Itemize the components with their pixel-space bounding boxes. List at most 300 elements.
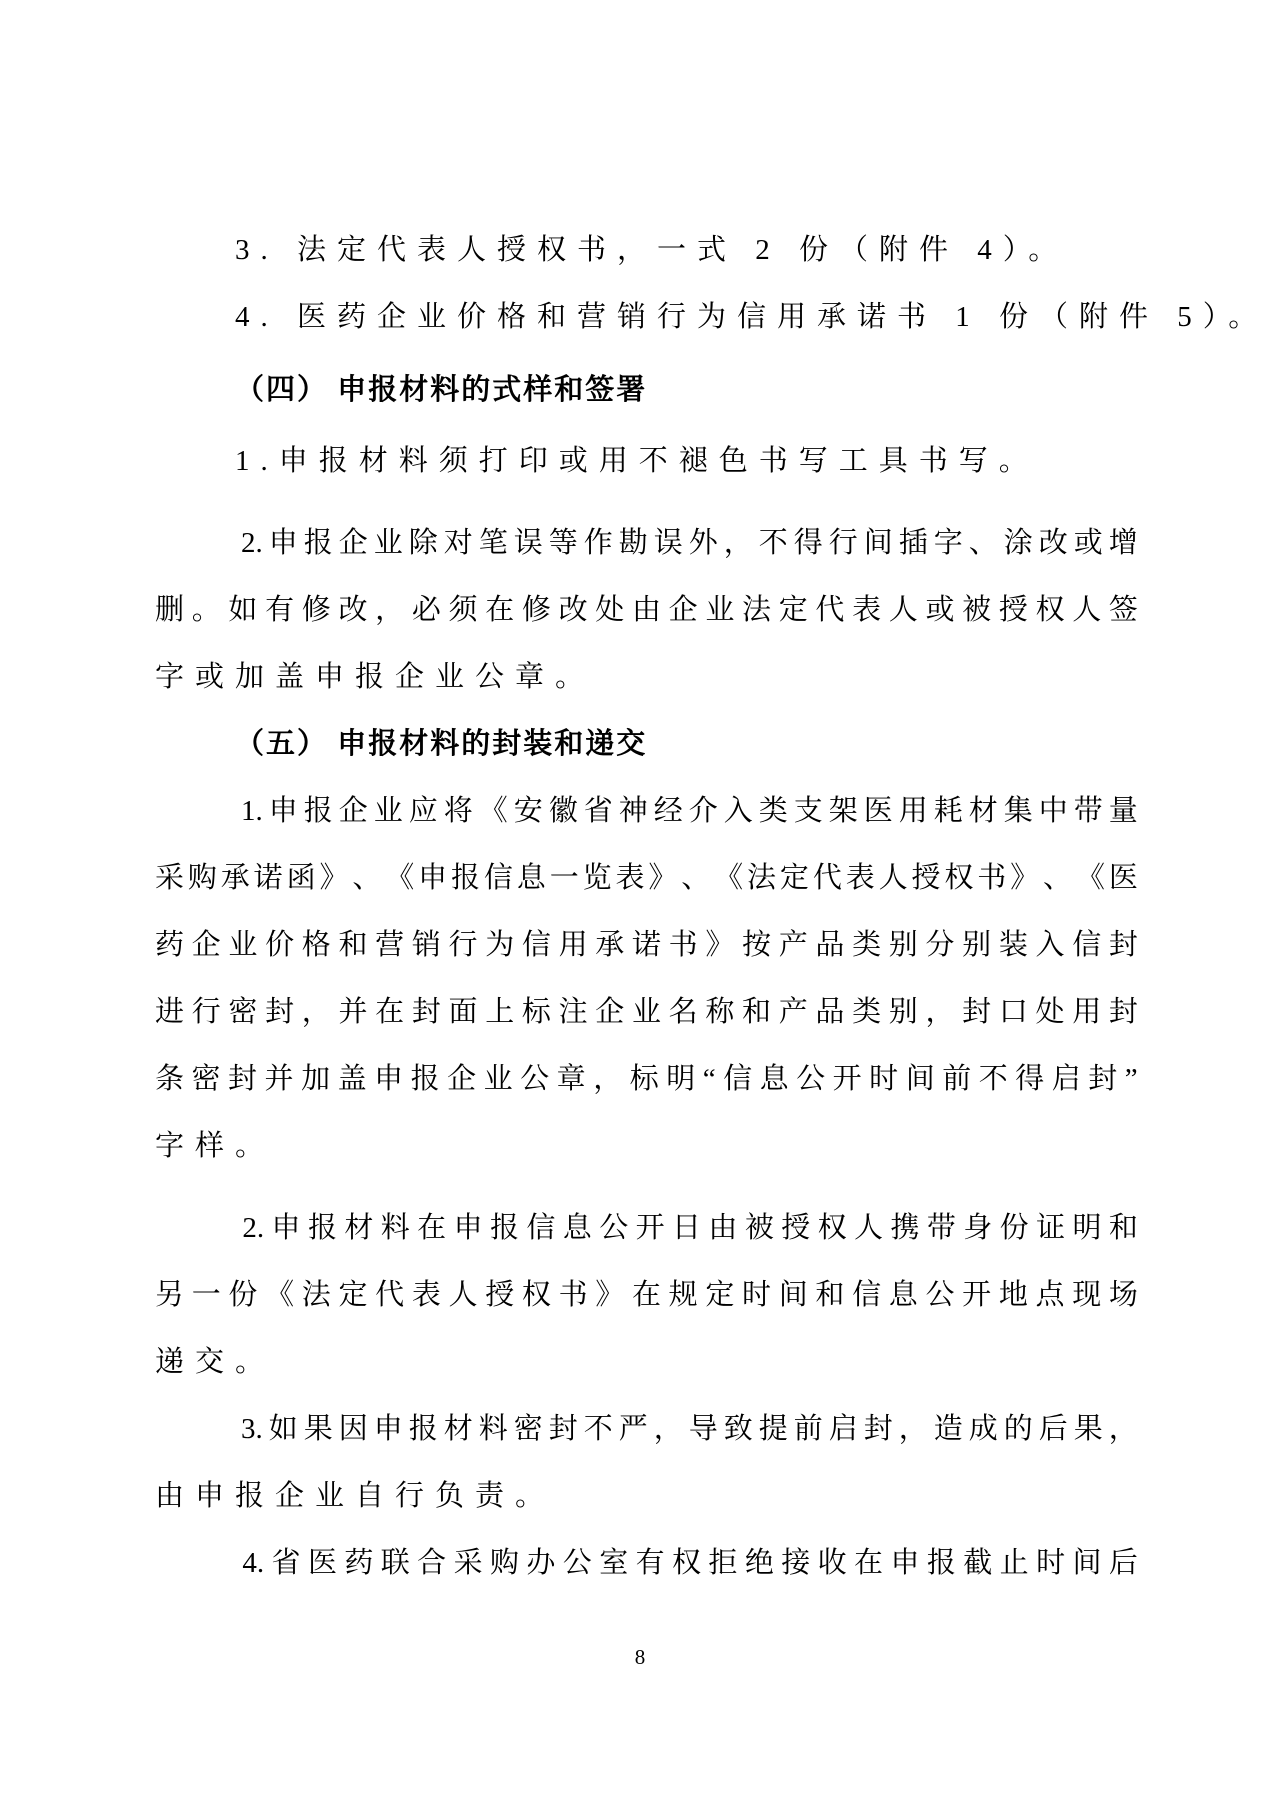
char: 被 [962, 594, 992, 626]
char: 代 [812, 862, 842, 894]
section-heading [155, 357, 1138, 424]
char: 前 [942, 1063, 972, 1095]
char: ， [925, 996, 955, 1028]
char: ， [723, 527, 753, 559]
char: 《 [385, 862, 415, 894]
document-body [155, 217, 1269, 1597]
char: 4. [242, 1547, 265, 1579]
char: 拒 [708, 1547, 738, 1579]
char: 产 [778, 996, 808, 1028]
char: 介 [688, 795, 718, 827]
char: 时 [742, 1279, 772, 1311]
char: 入 [723, 795, 753, 827]
char: 得 [1015, 1063, 1045, 1095]
char: 在 [854, 1547, 884, 1579]
char: 代 [815, 594, 845, 626]
char: 销 [411, 929, 441, 961]
char: 处 [595, 594, 625, 626]
char: 并 [264, 1063, 294, 1095]
char: 修 [521, 594, 551, 626]
char: 诺 [631, 929, 661, 961]
char: 企 [338, 527, 368, 559]
char: 品 [815, 929, 845, 961]
char: 代 [375, 1279, 405, 1311]
char: 时 [1036, 1547, 1066, 1579]
char: 称 [705, 996, 735, 1028]
char: 报 [451, 862, 481, 894]
char: 类 [758, 795, 788, 827]
text-line [155, 1195, 1138, 1262]
char: 进 [155, 996, 185, 1028]
text-line: 字或加盖申报企业公章。 [155, 661, 596, 693]
char: 2. [242, 1212, 265, 1244]
char: 删 [155, 594, 185, 626]
char: 明 [666, 1063, 696, 1095]
char: 改 [1038, 527, 1068, 559]
char: 和 [742, 996, 772, 1028]
char: 类 [852, 929, 882, 961]
char: 注 [558, 996, 588, 1028]
char: 授 [911, 862, 941, 894]
char: ， [898, 1413, 928, 1445]
char: 密 [191, 1063, 221, 1095]
char: 业 [373, 527, 403, 559]
char: 信 [521, 929, 551, 961]
char: 授 [998, 594, 1028, 626]
char: ， [301, 996, 331, 1028]
char: 、 [1043, 862, 1073, 894]
char: 权 [1035, 594, 1065, 626]
char: 在 [375, 996, 405, 1028]
char: 营 [375, 929, 405, 961]
char: 品 [815, 996, 845, 1028]
char: 误 [513, 527, 543, 559]
char: 带 [926, 1212, 956, 1244]
char: 承 [595, 929, 625, 961]
char: 规 [668, 1279, 698, 1311]
section-heading [155, 711, 1138, 778]
char: 不 [583, 1413, 613, 1445]
char: 封 [962, 996, 992, 1028]
char: 致 [723, 1413, 753, 1445]
char: 因 [338, 1413, 368, 1445]
char: 时 [869, 1063, 899, 1095]
char: 购 [187, 862, 217, 894]
char: 入 [1035, 929, 1065, 961]
char: 应 [408, 795, 438, 827]
char: 信 [852, 1279, 882, 1311]
char: 权 [944, 862, 974, 894]
char: 携 [890, 1212, 920, 1244]
char: 证 [1036, 1212, 1066, 1244]
char: 采 [155, 862, 185, 894]
char: 业 [705, 594, 735, 626]
char: 日 [672, 1212, 702, 1244]
char: 人 [878, 862, 908, 894]
char: 书 [558, 1279, 588, 1311]
char: 行 [191, 996, 221, 1028]
char: 徽 [548, 795, 578, 827]
char: 中 [1038, 795, 1068, 827]
char: 外 [688, 527, 718, 559]
char: 截 [963, 1547, 993, 1579]
char: “ [702, 1063, 716, 1095]
char: 授 [485, 1279, 515, 1311]
char: 人 [1072, 594, 1102, 626]
text-line: 1.申报材料须打印或用不褪色书写工具书写。 [235, 445, 1039, 477]
char: 身 [963, 1212, 993, 1244]
char: 等 [548, 527, 578, 559]
char: 一 [191, 1279, 221, 1311]
char: 格 [301, 929, 331, 961]
text-line: （四） 申报材料的式样和签署 [235, 374, 648, 406]
char: 》 [648, 862, 678, 894]
text-line [155, 1262, 1138, 1329]
char: 申 [373, 1413, 403, 1445]
char: 息 [759, 1063, 789, 1095]
char: 份 [999, 1212, 1029, 1244]
char: 条 [155, 1063, 185, 1095]
char: 、 [968, 527, 998, 559]
char: 《 [265, 1279, 295, 1311]
char: 申 [271, 1212, 301, 1244]
char: 间 [778, 1279, 808, 1311]
char: 权 [521, 1279, 551, 1311]
text-line [155, 1396, 1138, 1463]
char: 启 [828, 1413, 858, 1445]
char: 量 [1108, 795, 1138, 827]
paragraph [155, 217, 1138, 284]
char: 别 [888, 996, 918, 1028]
char: 有 [265, 594, 295, 626]
char: 采 [453, 1547, 483, 1579]
char: 表 [615, 862, 645, 894]
text-line: 由申报企业自行负责。 [155, 1480, 556, 1512]
char: 办 [526, 1547, 556, 1579]
char: 果 [1073, 1413, 1103, 1445]
char: 类 [852, 996, 882, 1028]
char: 分 [925, 929, 955, 961]
char: 开 [962, 1279, 992, 1311]
char: 被 [744, 1212, 774, 1244]
char: 。 [191, 594, 221, 626]
char: 表 [845, 862, 875, 894]
char: 、 [352, 862, 382, 894]
char: 别 [888, 929, 918, 961]
char: 一 [549, 862, 579, 894]
char: 封 [228, 1063, 258, 1095]
char: 上 [485, 996, 515, 1028]
char: 定 [705, 1279, 735, 1311]
char: 定 [338, 1279, 368, 1311]
char: 修 [301, 594, 331, 626]
char: 申 [418, 862, 448, 894]
char: 别 [962, 929, 992, 961]
char: 笔 [478, 527, 508, 559]
char: 开 [635, 1212, 665, 1244]
text-line [155, 778, 1138, 845]
char: 人 [888, 594, 918, 626]
char: 开 [832, 1063, 862, 1095]
char: 报 [307, 1212, 337, 1244]
paragraph [155, 428, 1138, 495]
char: 封 [411, 996, 441, 1028]
char: 业 [373, 795, 403, 827]
char: 启 [1051, 1063, 1081, 1095]
char: 法 [742, 594, 772, 626]
char: ， [1108, 1413, 1138, 1445]
char: 场 [1108, 1279, 1138, 1311]
char: 行 [828, 527, 858, 559]
char: 封 [548, 1413, 578, 1445]
char: 后 [1038, 1413, 1068, 1445]
char: 材 [344, 1212, 374, 1244]
char: 前 [793, 1413, 823, 1445]
char: 《 [714, 862, 744, 894]
char: 购 [489, 1547, 519, 1579]
char: 用 [558, 929, 588, 961]
char: 盖 [337, 1063, 367, 1095]
char: 报 [489, 1212, 519, 1244]
char: 改 [558, 594, 588, 626]
char: 公 [562, 1547, 592, 1579]
char: 信 [723, 1063, 753, 1095]
char: 企 [191, 929, 221, 961]
char: 报 [410, 1063, 440, 1095]
char: 点 [1035, 1279, 1065, 1311]
char: 权 [672, 1547, 702, 1579]
char: 现 [1072, 1279, 1102, 1311]
char: 信 [483, 862, 513, 894]
char: 按 [742, 929, 772, 961]
char: 支 [793, 795, 823, 827]
char: 》 [1010, 862, 1040, 894]
char: 造 [933, 1413, 963, 1445]
char: 表 [852, 594, 882, 626]
char: 由 [631, 594, 661, 626]
paragraph [155, 1195, 1138, 1396]
char: 企 [668, 594, 698, 626]
char: 不 [978, 1063, 1008, 1095]
char: 省 [271, 1547, 301, 1579]
indent-spacer [155, 1530, 235, 1597]
char: 安 [513, 795, 543, 827]
char: 或 [925, 594, 955, 626]
indent-spacer [155, 1195, 235, 1262]
char: 函 [286, 862, 316, 894]
char: 勘 [618, 527, 648, 559]
char: 导 [688, 1413, 718, 1445]
char: 口 [998, 996, 1028, 1028]
char: 表 [411, 1279, 441, 1311]
char: 报 [408, 1413, 438, 1445]
char: 公 [925, 1279, 955, 1311]
char: 价 [265, 929, 295, 961]
char: 息 [516, 862, 546, 894]
char: 业 [631, 996, 661, 1028]
char: 企 [338, 795, 368, 827]
char: 带 [1073, 795, 1103, 827]
char: 得 [793, 527, 823, 559]
char: 章 [556, 1063, 586, 1095]
text-line: （五） 申报材料的封装和递交 [235, 728, 648, 760]
char: 经 [653, 795, 683, 827]
char: 止 [999, 1547, 1029, 1579]
char: 、 [681, 862, 711, 894]
char: 信 [526, 1212, 556, 1244]
text-line: 字样。 [155, 1130, 276, 1162]
char: 申 [374, 1063, 404, 1095]
char: 和 [1108, 1212, 1138, 1244]
char: 架 [828, 795, 858, 827]
char: 作 [583, 527, 613, 559]
char: 如 [228, 594, 258, 626]
char: 将 [443, 795, 473, 827]
char: 《 [478, 795, 508, 827]
char: 人 [854, 1212, 884, 1244]
char: 插 [898, 527, 928, 559]
char: 1. [240, 795, 263, 827]
char: 封 [1088, 1063, 1118, 1095]
char: 联 [380, 1547, 410, 1579]
char: 集 [1003, 795, 1033, 827]
char: 接 [781, 1547, 811, 1579]
char: 料 [478, 1413, 508, 1445]
char: 的 [1003, 1413, 1033, 1445]
indent-spacer [155, 510, 235, 577]
text-line [155, 845, 1138, 912]
text-line [155, 912, 1138, 979]
char: 明 [1072, 1212, 1102, 1244]
char: 》 [705, 929, 735, 961]
char: 加 [301, 1063, 331, 1095]
char: 面 [448, 996, 478, 1028]
char: 份 [228, 1279, 258, 1311]
char: 申 [890, 1547, 920, 1579]
char: 对 [443, 527, 473, 559]
char: 医 [1108, 862, 1138, 894]
char: 涂 [1003, 527, 1033, 559]
char: 不 [758, 527, 788, 559]
paragraph [155, 1530, 1138, 1597]
char: 药 [155, 929, 185, 961]
char: 书 [977, 862, 1007, 894]
char: 企 [595, 996, 625, 1028]
char: 封 [1108, 996, 1138, 1028]
char: 神 [618, 795, 648, 827]
char: 报 [303, 795, 333, 827]
char: 医 [863, 795, 893, 827]
char: 用 [1072, 996, 1102, 1028]
char: 绝 [744, 1547, 774, 1579]
char: 公 [520, 1063, 550, 1095]
char: 耗 [933, 795, 963, 827]
char: 由 [708, 1212, 738, 1244]
char: 3. [240, 1413, 263, 1445]
char: 申 [268, 527, 298, 559]
char: 标 [521, 996, 551, 1028]
char: 业 [228, 929, 258, 961]
char: 和 [815, 1279, 845, 1311]
char: 后 [1108, 1547, 1138, 1579]
char: 密 [513, 1413, 543, 1445]
char: 密 [228, 996, 258, 1028]
char: 间 [1072, 1547, 1102, 1579]
char: 增 [1108, 527, 1138, 559]
char: 业 [483, 1063, 513, 1095]
text-line [155, 577, 1138, 644]
char: 标 [629, 1063, 659, 1095]
char: 药 [344, 1547, 374, 1579]
char: 料 [380, 1212, 410, 1244]
char: 权 [817, 1212, 847, 1244]
char: 有 [635, 1547, 665, 1579]
char: 承 [220, 862, 250, 894]
char: 果 [303, 1413, 333, 1445]
char: 书 [668, 929, 698, 961]
char: 如 [268, 1413, 298, 1445]
char: 信 [1072, 929, 1102, 961]
char: 须 [448, 594, 478, 626]
char: 并 [338, 996, 368, 1028]
char: 合 [417, 1547, 447, 1579]
char: 省 [583, 795, 613, 827]
char: 》 [595, 1279, 625, 1311]
char: 另 [155, 1279, 185, 1311]
char: 封 [863, 1413, 893, 1445]
text-line: 3. 法定代表人授权书，一式 2 份（附件 4）。 [235, 234, 1069, 266]
paragraph [155, 510, 1138, 711]
char: 定 [778, 594, 808, 626]
page-number: 8 [634, 1645, 646, 1669]
char: ， [593, 1063, 623, 1095]
char: 签 [1108, 594, 1138, 626]
char: 除 [408, 527, 438, 559]
char: 材 [443, 1413, 473, 1445]
char: 报 [303, 527, 333, 559]
char: 用 [898, 795, 928, 827]
char: 字 [933, 527, 963, 559]
char: 报 [926, 1547, 956, 1579]
paragraph [155, 778, 1138, 1180]
char: 地 [998, 1279, 1028, 1311]
text-line: 递交。 [155, 1346, 276, 1378]
char: 间 [863, 527, 893, 559]
paragraph [155, 284, 1269, 351]
char: 申 [453, 1212, 483, 1244]
char: 定 [779, 862, 809, 894]
char: 必 [411, 594, 441, 626]
char: 处 [1035, 996, 1065, 1028]
char: 名 [668, 996, 698, 1028]
char: 或 [1073, 527, 1103, 559]
char: 授 [781, 1212, 811, 1244]
text-line [155, 979, 1138, 1046]
char: 法 [301, 1279, 331, 1311]
char: 法 [747, 862, 777, 894]
char: 封 [1108, 929, 1138, 961]
paragraph [155, 1396, 1138, 1530]
char: 为 [485, 929, 515, 961]
char: ” [1124, 1063, 1138, 1095]
char: 产 [778, 929, 808, 961]
char: ， [375, 594, 405, 626]
indent-spacer [155, 1396, 235, 1463]
char: 医 [307, 1547, 337, 1579]
char: 》 [319, 862, 349, 894]
char: ， [653, 1413, 683, 1445]
text-line: 4. 医药企业价格和营销行为信用承诺书 1 份（附件 5）。 [235, 301, 1269, 333]
